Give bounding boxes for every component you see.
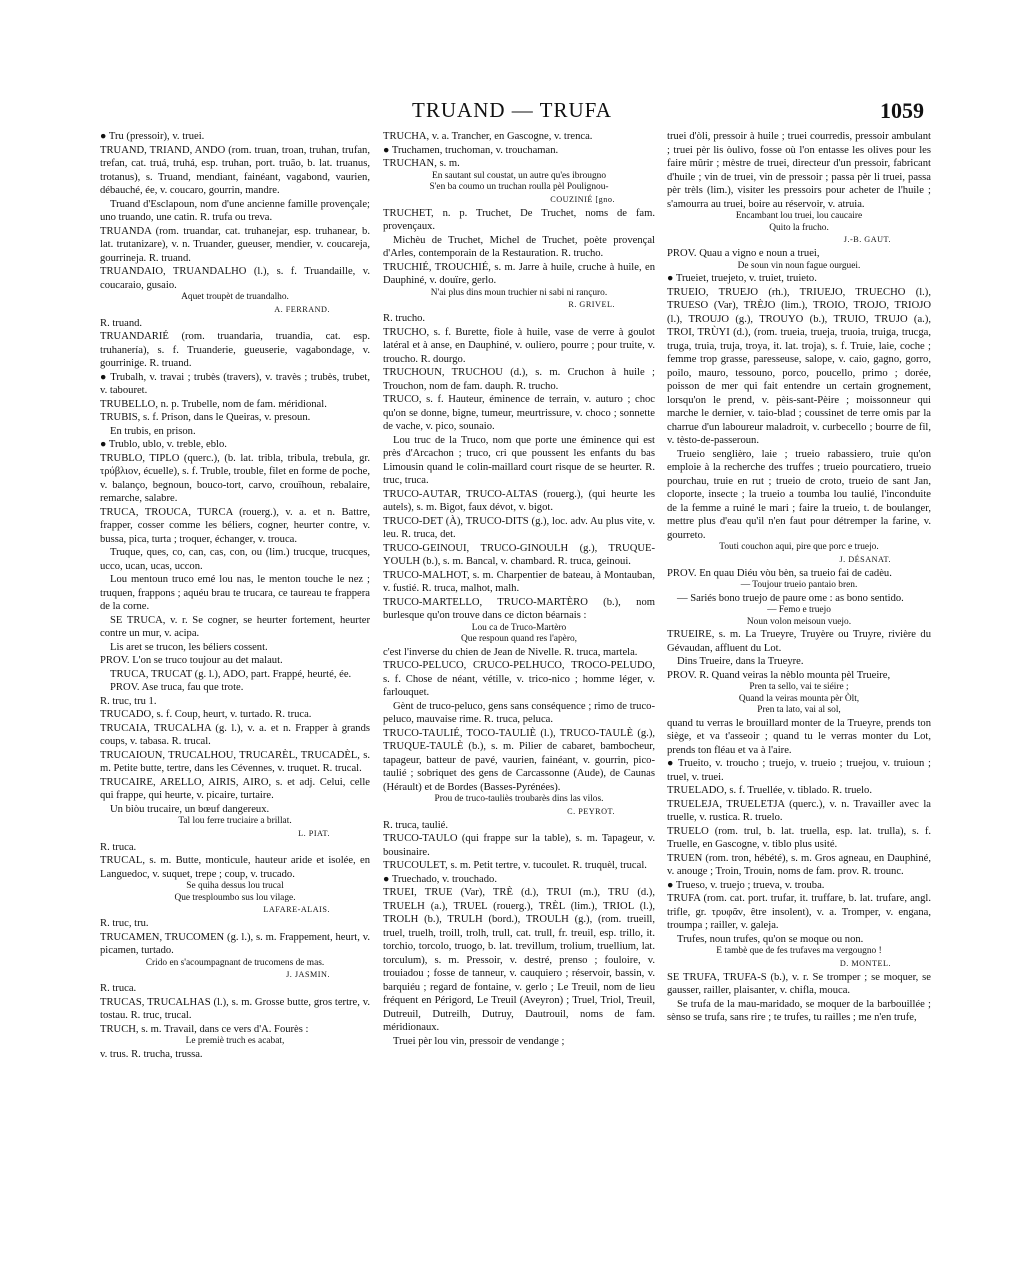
quotation-line: Que tresploumbo sus lou vilage. bbox=[174, 892, 296, 903]
dictionary-entry: TRUCAL, s. m. Butte, monticule, hauteur aride et isolée, en Languedoc, v. suquet, trepe ; coup, v. trucado. bbox=[100, 855, 370, 880]
dictionary-entry: PROV. Ase truca, fau que trote. bbox=[110, 682, 244, 693]
dictionary-entry: R. truca. bbox=[100, 841, 137, 853]
dictionary-entry: Truei pèr lou vin, pressoir de vendange ; bbox=[393, 1035, 565, 1047]
dictionary-entry: TRUCOULET, s. m. Petit tertre, v. tucoulet. R. truquèl, trucal. bbox=[383, 860, 647, 871]
running-head: TRUAND — TRUFA bbox=[412, 98, 612, 122]
dictionary-entry: TRUCHAN, s. m. bbox=[383, 158, 460, 169]
dictionary-entry: Trueio senglièro, laie ; trueio rabassiero, truie qu'on emploie à la recherche des truffes ; trueio pourcatiero, trueio pourchau, truie en rut ; trueio de croto, trueio de sant Jan, cloporte, insecte ; la trueio a toumba lou taulié, l'inconduite de la femme a ruiné le mari ; faire la trueio, t. de boulanger, mettre plus d'eau qu'il n'en faut pour détremper la farine, v. gourreto. bbox=[667, 448, 931, 541]
quotation-source: R. GRIVEL. bbox=[568, 300, 615, 309]
dictionary-entry: PROV. R. Quand veiras la nèblo mounta pèl Trueire, bbox=[667, 669, 891, 681]
quotation-line: N'ai plus dins moun truchier ni sabi ni rançuro. bbox=[430, 287, 608, 298]
dictionary-entry: Un biòu trucaire, un bœuf dangereux. bbox=[110, 803, 270, 815]
page-header bbox=[0, 98, 1024, 128]
dictionary-entry: ● Trubalh, v. travai ; trubès (travers), v. travès ; trubès, trubet, v. tabouret. bbox=[100, 371, 370, 396]
quotation-source: L. PIAT. bbox=[298, 828, 330, 838]
quotation-line: Le premiè truch es acabat, bbox=[185, 1036, 285, 1046]
dictionary-entry: ● Trueito, v. troucho ; truejo, v. trueio ; truejou, v. truioun ; truel, v. truei. bbox=[667, 758, 931, 783]
quotation-line: Quand la veiras mounta pèr Òlt, bbox=[738, 693, 860, 704]
dictionary-entry: SE TRUCA, v. r. Se cogner, se heurter fortement, heurter contre un mur, v. acipa. bbox=[100, 614, 370, 639]
quotation-line: — Toujour trueio pantaio bren. bbox=[740, 580, 858, 590]
dictionary-entry: TRUEIRE, s. m. La Trueyre, Truyère ou Truyre, rivière du Gévaudan, affluent du Lot. bbox=[667, 629, 931, 654]
dictionary-entry: TRUELO (rom. trul, b. lat. truella, esp. lat. trulla), s. f. Truelle, en Gascogne, v. tiblo plus usité. bbox=[667, 825, 931, 850]
quotation-line: — Femo e truejo bbox=[767, 605, 831, 615]
dictionary-entry: TRUCO-DET (À), TRUCO-DITS (g.), loc. adv. Au plus vite, v. leu. R. truca, det. bbox=[383, 515, 655, 540]
dictionary-entry: TRUANDA (rom. truandar, cat. truhanejar, esp. truhanear, b. lat. trutanizare), v. n. Truander, gueuser, mendier, v. coucareja, gourrineja. R. truand. bbox=[100, 225, 370, 264]
dictionary-entry: TRUCAMEN, TRUCOMEN (g. l.), s. m. Frappement, heurt, v. picamen, turtado. bbox=[100, 931, 370, 956]
dictionary-entry: TRUCAIOUN, TRUCALHOU, TRUCARÈL, TRUCADÈL, s. m. Petite butte, tertre, dans les Cévennes, v. truquet. R. trucal. bbox=[100, 749, 370, 774]
dictionary-entry: TRUBELLO, n. p. Trubelle, nom de fam. méridional. bbox=[100, 398, 327, 410]
quotation-line: De soun vin noun fague ourguei. bbox=[737, 260, 861, 271]
dictionary-entry: TRUCHO, s. f. Burette, fiole à huile, vase de verre à goulot latéral et à anse, en Dauphiné, v. ouliero, pourre ; pour truite, v. troucho. R. dourgo. bbox=[383, 326, 655, 365]
quotation-line: Lou ca de Truco-Martèro bbox=[471, 622, 567, 633]
dictionary-entry: PROV. L'on se truco toujour au det malaut. bbox=[100, 655, 283, 666]
dictionary-entry: v. trus. R. trucha, trussa. bbox=[100, 1048, 203, 1060]
dictionary-entry: TRUCO-MALHOT, s. m. Charpentier de bateau, à Montauban, v. fustié. R. truca, malhot, malh. bbox=[383, 569, 655, 594]
dictionary-entry: TRUBIS, s. f. Prison, dans le Queiras, v. presoun. bbox=[100, 412, 311, 423]
quotation-line: Pren ta sello, vai te siéire ; bbox=[749, 682, 849, 692]
dictionary-entry: R. trucho. bbox=[383, 313, 426, 324]
dictionary-entry: TRUEIO, TRUEJO (rh.), TRIUEJO, TRUECHO (l.), TRUESO (Var), TRÈJO (lim.), TROIO, TROJO, TRIOJO (l.), TROUJO (g.), TROUYO (b.), TRUIO, TRUJO (a.), TROI, TRÙYI (d.), (rom. trueia, trueja, truoia, truiga, trucga, truga, truia, truja, troya, it. lat. troja), s. f. Truie, laie, coche ; femme trop grasse, paresseuse, salope, v. caio, gagno, gorro, poilo, mauro, tessouno, porco, poucello, primo ; dorée, poisson de mer qui fait entendre un certain grognement, lorsqu'on le prend, v. pèis-sant-Pèire ; moissonneur qui marche le dernier, v. taio-blad ; coussinet de terre omis par la charrue d'un laboureur maladroit, v. curbecello ; bourre de fil, v. tèsto-de-passeroun. bbox=[667, 286, 931, 446]
quotation-line: En sautant sul coustat, un autre qu'es ibrougno bbox=[431, 170, 607, 181]
dictionary-entry: TRUELEJA, TRUELETJA (querc.), v. n. Travailler avec la truelle, v. rustica. R. truelo. bbox=[667, 798, 931, 823]
dictionary-entry: Michèu de Truchet, Michel de Truchet, poète provençal d'Arles, contemporain de la Restauration. R. trucho. bbox=[383, 234, 655, 259]
dictionary-entry: ● Trueiet, truejeto, v. truiet, truieto. bbox=[667, 273, 817, 284]
dictionary-entry: TRUAND, TRIAND, ANDO (rom. truan, troan, truhan, trufan, trefan, cat. truá, truhá, esp. truhan, port. truão, b. lat. truanus, trotanus), s. Truand, mendiant, fainéant, vagabond, vaurien, débauché, ée, v. coucaro, gourrin, mandre. bbox=[100, 144, 370, 196]
dictionary-entry: Lis aret se trucon, les béliers cossent. bbox=[110, 641, 268, 653]
quotation-source: C. PEYROT. bbox=[567, 806, 615, 816]
quotation-line: E tambè que de fes trufaves ma vergougno ! bbox=[716, 946, 882, 956]
dictionary-entry: ● Trueso, v. truejo ; trueva, v. trouba. bbox=[667, 879, 825, 891]
dictionary-entry: TRUEI, TRUE (Var), TRÈ (d.), TRUI (m.), TRU (d.), TRUELH (a.), TRUEL (rouerg.), TRÈL (lim.), TRIOL (l.), TROLH (b.), TRULH (bord.), TROULH (g.), (rom. trueill, truel, truelh, troill, trolh, trull, cat. trull, fr. treuil, esp. trillo, it. torchio, torcolo, truogo, b. lat. trevillum, trolium, truellium, lat. torculum), s. m. Pressoir, v. destré, prenso ; fouloire, v. trouiadou ; fosse de tanneur, v. cauquiero ; réservoir, bassin, v. barquiéu ; regard de fontaine, v. gerlo ; Le Treuil, nom de lieu fréquent en Périgord, Le Treuil (Aveyron) ; Truel, Triol, Treuil, Dutreuil, Dutreilh, Dutruy, Dautrouil, noms de fam. méridionaux. bbox=[383, 887, 655, 1033]
dictionary-entry: c'est l'inverse du chien de Jean de Nivelle. R. truca, martela. bbox=[383, 646, 638, 658]
dictionary-entry: SE TRUFA, TRUFA-S (b.), v. r. Se tromper ; se moquer, se gausser, railler, plaisanter, v. chifla, mouca. bbox=[667, 971, 931, 996]
dictionary-entry: TRUCH, s. m. Travail, dans ce vers d'A. Fourès : bbox=[100, 1023, 309, 1035]
dictionary-entry: TRUCHA, v. a. Trancher, en Gascogne, v. trenca. bbox=[383, 131, 593, 142]
dictionary-entry: TRUCO-TAULO (qui frappe sur la table), s. m. Tapageur, v. bousinaire. bbox=[383, 833, 655, 858]
dictionary-entry: TRUCA, TRUCAT (g. l.), ADO, part. Frappé, heurté, ée. bbox=[110, 668, 352, 680]
dictionary-entry: R. truc, tru. bbox=[100, 918, 149, 929]
dictionary-entry: TRUANDARIÉ (rom. truandaria, truandia, cat. esp. truhanería), s. f. Truanderie, gueuserie, vagabondage, v. gourrinige. R. truand. bbox=[100, 331, 370, 369]
dictionary-entry: R. truand. bbox=[100, 317, 143, 329]
dictionary-entry: TRUCA, TROUCA, TURCA (rouerg.), v. a. et n. Battre, frapper, cosser comme les béliers, cogner, heurter contre, v. bussa, pica, turta ; troquer, échanger, v. trouca. bbox=[100, 506, 370, 545]
quotation-line: Touti couchon aqui, pire que porc e truejo. bbox=[719, 542, 879, 552]
dictionary-entry: Truand d'Esclapoun, nom d'une ancienne famille provençale; uno truando, une catin. R. trufa ou treva. bbox=[100, 198, 370, 223]
quotation-source: A. FERRAND. bbox=[274, 304, 330, 314]
dictionary-entry: TRUELADO, s. f. Truellée, v. tiblado. R. truelo. bbox=[667, 785, 872, 796]
page-number: 1059 bbox=[880, 98, 924, 123]
column-2 bbox=[383, 130, 655, 1215]
dictionary-entry: Se trufa de la mau-maridado, se moquer de la barbouillée ; sènso se trufa, sans rire ; te trufes, tu railles ; me n'en trufe, bbox=[667, 998, 931, 1023]
dictionary-entry: ● Tru (pressoir), v. truei. bbox=[100, 131, 205, 142]
dictionary-entry: TRUCAS, TRUCALHAS (l.), s. m. Grosse butte, gros tertre, v. tostau. R. truc, trucal. bbox=[100, 996, 370, 1021]
quotation-line: Que respoun quand res l'apèro, bbox=[461, 634, 577, 644]
quotation-line: Se quiha dessus lou trucal bbox=[186, 881, 284, 891]
quotation-source: J.-B. GAUT. bbox=[843, 235, 891, 244]
quotation-line: Quito la frucho. bbox=[769, 222, 829, 233]
dictionary-entry: PROV. En quau Diéu vòu bèn, sa trueio fai de cadèu. bbox=[667, 567, 892, 579]
quotation-line: S'en ba coumo un truchan roulla pèl Poulignou- bbox=[429, 182, 609, 192]
column-3 bbox=[667, 130, 931, 1215]
dictionary-entry: TRUCO-PELUCO, CRUCO-PELHUCO, TROCO-PELUDO, s. f. Chose de néant, vétille, v. trico-nico ; homme léger, v. farlouquet. bbox=[383, 660, 655, 698]
dictionary-entry: TRUCO-GEINOUI, TRUCO-GINOULH (g.), TRUQUE-YOULH (b.), s. m. Bancal, v. chambard. R. truca, geinoui. bbox=[383, 542, 655, 567]
quotation-line: Pren ta lato, vai al sol, bbox=[757, 705, 841, 715]
dictionary-entry: TRUCO, s. f. Hauteur, éminence de terrain, v. auturo ; choc qu'on se donne, bigne, tumeur, meurtrissure, v. choco ; sonnette de vache, v. pico, sounaio. bbox=[383, 394, 655, 432]
dictionary-entry: TRUBLO, TIPLO (querc.), (b. lat. tribla, tribula, trebula, gr. τρύβλιον, écuelle), s. f. Truble, trouble, filet en forme de poche, v. balanço, begnoun, bouco-tort, carvo, crouïhoun, rebalaire, remarche, salabre. bbox=[100, 452, 370, 504]
dictionary-entry: ● Trublo, ublo, v. treble, eblo. bbox=[100, 439, 227, 450]
dictionary-entry: Trufes, noun trufes, qu'on se moque ou non. bbox=[677, 933, 864, 945]
quotation-line: Tal lou ferre truciaire a brillat. bbox=[178, 816, 292, 826]
dictionary-entry: TRUCHET, n. p. Truchet, De Truchet, noms de fam. provençaux. bbox=[383, 207, 655, 232]
dictionary-entry: TRUCAIA, TRUCALHA (g. l.), v. a. et n. Frapper à grands coups, v. tabasa. R. trucal. bbox=[100, 722, 370, 747]
dictionary-entry: — Sariés bono truejo de paure ome : as bono sentido. bbox=[677, 592, 904, 604]
dictionary-entry: quand tu verras le brouillard monter de la Trueyre, prends ton siège, et va t'asseoir ; quand tu le verras monter du Lot, prends ton fléau et va à l'aire. bbox=[667, 717, 931, 756]
dictionary-entry: TRUCAIRE, ARELLO, AIRIS, AIRO, s. et adj. Celui, celle qui frappe, qui heurte, v. picaire, turtaire. bbox=[100, 776, 370, 801]
quotation-line: Noun volon meisoun vuejo. bbox=[746, 616, 852, 627]
quotation-line: Crido en s'acoumpagnant de trucomens de mas. bbox=[145, 957, 325, 968]
dictionary-entry: TRUEN (rom. tron, hébété), s. m. Gros agneau, en Dauphiné, v. anouge ; Troin, Trouin, noms de fam. prov. R. trounc. bbox=[667, 852, 931, 877]
quotation-line: Prou de truco-tauliès troubarès dins las vilos. bbox=[434, 794, 604, 804]
dictionary-entry: En trubis, en prison. bbox=[110, 425, 196, 437]
dictionary-entry: Truque, ques, co, can, cas, con, ou (lim.) trucque, trucques, ucco, ucan, ucas, uccon. bbox=[100, 547, 370, 572]
dictionary-entry: Lou truc de la Truco, nom que porte une éminence qui est près d'Arcachon ; truco, cri que poussent les enfants du bas Limousin quand le colin-maillard court risque de se heurter. R. truc, truca. bbox=[383, 434, 655, 486]
dictionary-entry: Lou mentoun truco emé lou nas, le menton touche le nez ; truquen, frappons ; aquéu brau te trucara, ce taureau te frappera de la corne. bbox=[100, 574, 370, 612]
dictionary-entry: ● Truechado, v. trouchado. bbox=[383, 873, 497, 885]
dictionary-entry: PROV. Quau a vigno e noun a truei, bbox=[667, 248, 820, 259]
dictionary-entry: R. truca. bbox=[100, 983, 137, 994]
dictionary-entry: TRUFA (rom. cat. port. trufar, it. truffare, b. lat. trufare, angl. trifle, gr. τρυφᾶν, être insolent), v. a. Tromper, v. engana, troumpa ; railler, v. galeja. bbox=[667, 893, 931, 931]
dictionary-entry: TRUCHOUN, TRUCHOU (d.), s. m. Cruchon à huile ; Trouchon, nom de fam. dauph. R. trucho. bbox=[383, 367, 655, 392]
dictionary-entry: truei d'òli, pressoir à huile ; truei courredis, pressoir ambulant ; truei pèr lis òulivo, fosse où l'on entasse les olives pour les faire mûrir ; mèstre de truei, directeur d'un pressoir, fabricant d'huile ; vin de truei, vin de pressoir ; passa pèr li truei, passa pèr trèls (lim.), visiter les pressoirs pour acheter de l'huile ; s'amourra au truei, boire au réservoir, v. atruia. bbox=[667, 131, 931, 210]
dictionary-entry: ● Truchamen, truchoman, v. trouchaman. bbox=[383, 144, 559, 156]
quotation-source: D. MONTEL. bbox=[839, 958, 891, 968]
quotation-source: LAFARE-ALAIS. bbox=[263, 905, 330, 914]
quotation-source: J. DÉSANAT. bbox=[839, 554, 891, 564]
dictionary-entry: TRUCADO, s. f. Coup, heurt, v. turtado. R. truca. bbox=[100, 709, 312, 720]
quotation-source: J. JASMIN. bbox=[286, 970, 330, 979]
dictionary-entry: R. truc, tru 1. bbox=[100, 695, 157, 707]
dictionary-entry: TRUCO-AUTAR, TRUCO-ALTAS (rouerg.), (qui heurte les autels), s. m. Bigot, faux dévot, v. bigot. bbox=[383, 488, 655, 513]
dictionary-entry: R. truca, taulié. bbox=[383, 819, 449, 831]
dictionary-entry: Gènt de truco-peluco, gens sans conséquence ; rimo de truco-peluco, mauvaise rime. R. truca, peluca. bbox=[383, 700, 655, 725]
dictionary-entry: TRUCHIÉ, TROUCHIÉ, s. m. Jarre à huile, cruche à huile, en Dauphiné, v. douïre, gerlo. bbox=[383, 261, 655, 286]
dictionary-entry: TRUANDAIO, TRUANDALHO (l.), s. f. Truandaille, v. coucaraio, gusaio. bbox=[100, 266, 370, 291]
column-1 bbox=[100, 130, 370, 1215]
quotation-line: Aquet troupèt de truandalho. bbox=[181, 292, 289, 302]
quotation-source: COUZINIÉ [gno. bbox=[550, 194, 615, 204]
quotation-line: Encambant lou truei, lou caucaire bbox=[735, 211, 863, 221]
dictionary-entry: TRUCO-MARTELLO, TRUCO-MARTÈRO (b.), nom burlesque qu'on trouve dans ce dicton béarnais : bbox=[383, 596, 655, 621]
dictionary-entry: Dins Trueire, dans la Trueyre. bbox=[677, 656, 804, 667]
dictionary-entry: TRUCO-TAULIÉ, TOCO-TAULIÈ (l.), TRUCO-TAULÈ (g.), TRUQUE-TAULÈ (b.), s. m. Pilier de cabaret, bambocheur, tapageur, batteur de pavé, vaurien, fainéant, v. gourrin, pico-taulié ; sobriquet des gens de Carcassonne (Aude), de Caunas (Hérault) et de Bordes (Basses-Pyrénées). bbox=[383, 727, 655, 793]
